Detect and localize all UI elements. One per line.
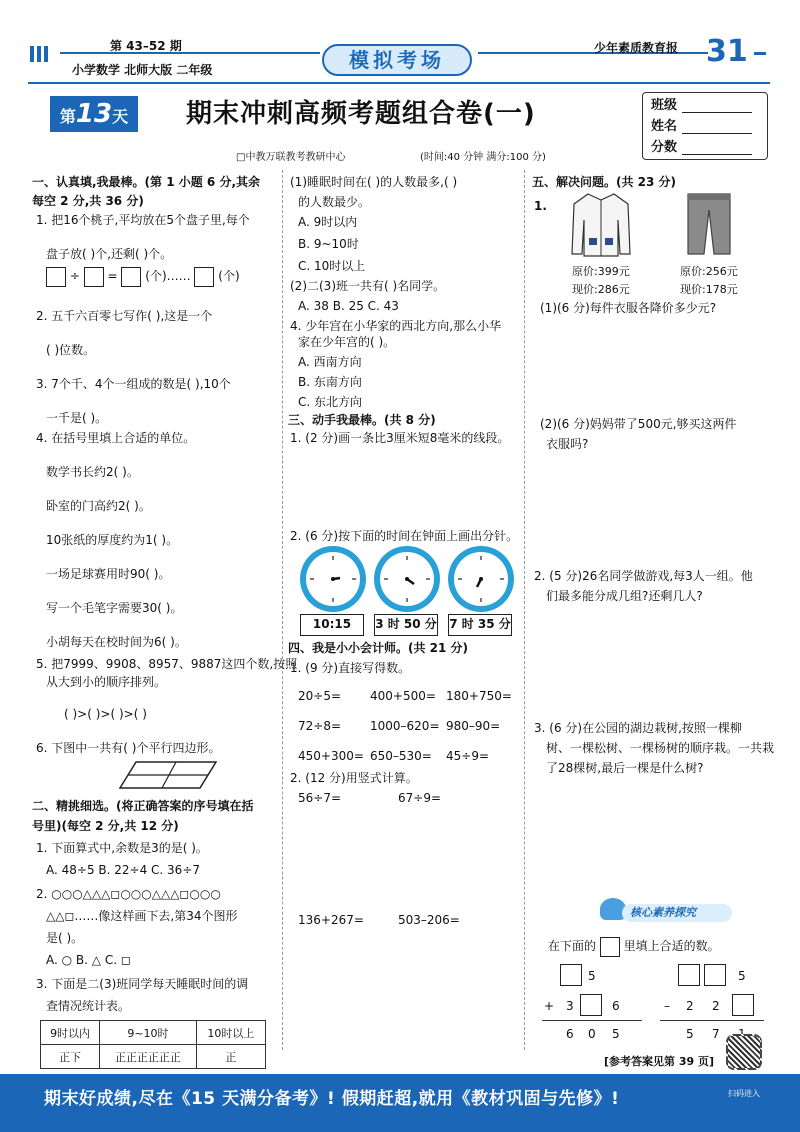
problem-3-text-3: 了28棵树,最后一棵是什么树?	[546, 761, 704, 775]
choice-2-text-3: 是( )。	[46, 931, 84, 945]
pants-original-price: 原价:256元	[680, 265, 738, 278]
problem-3-text: 3. (6 分)在公园的湖边栽树,按照一棵柳	[534, 721, 742, 735]
calc-item: 72÷8=	[298, 719, 342, 733]
core-literacy-title: 核心素养探究	[630, 906, 696, 919]
vertical-calc-item: 67÷9=	[398, 791, 442, 805]
org-label: □中教万联教考教研中心	[236, 152, 346, 163]
parallelogram-figure	[118, 760, 218, 790]
choice-3-text-2: 查情况统计表。	[46, 999, 131, 1013]
problem-2-text: 2. (5 分)26名同学做游戏,每3人一组。他	[534, 569, 753, 583]
calc-item: 650–530=	[370, 749, 432, 763]
core-question	[548, 936, 720, 957]
puzzle-digit: 6	[612, 999, 620, 1013]
clock-hands	[448, 546, 514, 612]
digit-box[interactable]	[732, 994, 754, 1016]
result-digit: 5	[612, 1027, 620, 1041]
core-question-part-1: 在下面的	[548, 939, 597, 953]
sample-box	[600, 937, 620, 957]
puzzle-digit: 2	[686, 999, 694, 1013]
q4-item-3: 10张纸的厚度约为1( )。	[46, 533, 179, 547]
q2-text-2: ( )位数。	[46, 343, 96, 357]
section-5-title: 五、解决问题。(共 23 分)	[532, 175, 677, 189]
q4-item-4: 一场足球赛用时90( )。	[46, 567, 171, 581]
table-cell: 正下	[41, 1045, 100, 1069]
unit-label: (个)	[218, 269, 240, 283]
jacket-image	[570, 190, 632, 258]
sleep-option-a: A. 9时以内	[298, 215, 358, 229]
header-underline	[28, 82, 770, 84]
student-info-box	[642, 92, 768, 160]
plus-sign: +	[544, 999, 555, 1013]
clock-face[interactable]	[448, 546, 514, 612]
digit-box[interactable]	[678, 964, 700, 986]
sleep-q1-text-2: 的人数最少。	[298, 195, 371, 209]
answer-box[interactable]	[121, 267, 141, 287]
q6-text: 6. 下图中一共有( )个平行四边形。	[36, 741, 221, 755]
q5-text-2: 从大到小的顺序排列。	[46, 675, 167, 689]
problem-1-part-2-b: 衣服吗?	[546, 437, 589, 451]
q4-item-2: 卧室的门高约2( )。	[46, 499, 151, 513]
result-digit: 5	[686, 1027, 694, 1041]
calc-item: 450+300=	[298, 749, 364, 763]
vertical-calc-item: 136+267=	[298, 913, 364, 927]
q5-text: 5. 把7999、9908、8957、9887这四个数,按照	[36, 657, 298, 671]
pants-image	[686, 192, 732, 258]
digit-box[interactable]	[560, 964, 582, 986]
pants-current-price: 现价:178元	[680, 283, 738, 296]
name-label: 姓名	[651, 119, 678, 134]
time-score: (时间:40 分钟 满分:100 分)	[420, 152, 546, 163]
q4-item-5: 写一个毛笔字需要30( )。	[46, 601, 183, 615]
choice-1-options: A. 48÷5 B. 22÷4 C. 36÷7	[46, 863, 201, 877]
direction-q-text: 4. 少年宫在小华家的西北方向,那么小华	[290, 319, 502, 333]
vertical-calc-q-text: 2. (12 分)用竖式计算。	[290, 771, 418, 785]
table-header: 10时以上	[196, 1021, 265, 1045]
page-title: 期末冲刺高频考题组合卷(一)	[186, 99, 536, 129]
puzzle-digit: 5	[588, 969, 596, 983]
q3-text: 3. 7个千、4个一组成的数是( ),10个	[36, 377, 231, 391]
vertical-calc-item: 503–206=	[398, 913, 460, 927]
calc-item: 45÷9=	[446, 749, 490, 763]
direction-option-c: C. 东北方向	[298, 395, 363, 409]
table-cell: 正正正正正正	[100, 1045, 197, 1069]
q4-text: 4. 在括号里填上合适的单位。	[36, 431, 196, 445]
sleep-q1-text: (1)睡眠时间在( )的人数最多,( )	[290, 175, 458, 189]
clock-face[interactable]	[374, 546, 440, 612]
digit-box[interactable]	[580, 994, 602, 1016]
section-1-title: 一、认真填,我最棒。(第 1 小题 6 分,其余	[32, 175, 261, 189]
jacket-current-price: 现价:286元	[572, 283, 630, 296]
draw-q1-text: 1. (2 分)画一条比3厘米短8毫米的线段。	[290, 431, 510, 445]
table-header: 9时以内	[41, 1021, 100, 1045]
qr-label: 扫码进入	[728, 1089, 760, 1098]
class-label: 班级	[651, 98, 678, 113]
calc-item: 20÷5=	[298, 689, 342, 703]
section-1-title-2: 每空 2 分,共 36 分)	[32, 194, 144, 208]
q4-item-6: 小胡每天在校时间为6( )。	[46, 635, 187, 649]
header-top-rule	[60, 52, 320, 54]
core-question-part-2: 里填上合适的数。	[623, 939, 720, 953]
issue-number: 第 43–52 期	[110, 39, 182, 53]
answer-box[interactable]	[46, 267, 66, 287]
footer-text: 期末好成绩,尽在《15 天满分备考》! 假期赶超,就用《教材巩固与先修》!	[44, 1089, 620, 1109]
q2-text: 2. 五千六百零七写作( ),这是一个	[36, 309, 213, 323]
newspaper-name: 少年素质教育报	[594, 41, 679, 55]
calc-item: 400+500=	[370, 689, 436, 703]
choice-2-text: 2. ○○○△△△◻○○○△△△◻○○○	[36, 887, 221, 901]
divide-sign: ÷	[69, 269, 80, 283]
puzzle-digit: 5	[738, 969, 746, 983]
calc-item: 980–90=	[446, 719, 501, 733]
time-label: 10:15	[300, 614, 364, 636]
direction-q-text-2: 家在少年宫的( )。	[298, 335, 396, 349]
calc-item: 1000–620=	[370, 719, 440, 733]
problem-1-part-2: (2)(6 分)妈妈带了500元,够买这两件	[540, 417, 737, 431]
answer-box[interactable]	[194, 267, 214, 287]
puzzle-digit: 2	[712, 999, 720, 1013]
answer-box[interactable]	[84, 267, 104, 287]
day-suffix: 天	[112, 107, 129, 126]
class-field[interactable]	[682, 99, 752, 113]
section-3-title: 三、动手我最棒。(共 8 分)	[288, 413, 436, 427]
header-stripes	[30, 46, 54, 62]
minus-sign: –	[664, 999, 670, 1013]
problem-1-part-1: (1)(6 分)每件衣服各降价多少元?	[540, 301, 717, 315]
sleep-option-c: C. 10时以上	[298, 259, 366, 273]
section-2-title: 二、精挑细选。(将正确答案的序号填在括	[32, 799, 254, 813]
q1-blanks: 盘子放( )个,还剩( )个。	[46, 247, 173, 261]
choice-2-text-2: △△◻……像这样画下去,第34个图形	[46, 909, 238, 923]
day-prefix: 第	[59, 107, 76, 126]
calc-item: 180+750=	[446, 689, 512, 703]
table-header: 9~10时	[100, 1021, 197, 1045]
subject-label: 小学数学 北师大版 二年级	[72, 63, 213, 77]
sleep-q2-text: (2)二(3)班一共有( )名同学。	[290, 279, 446, 293]
page-number: 31	[706, 34, 748, 69]
draw-q2-text: 2. (6 分)按下面的时间在钟面上画出分针。	[290, 529, 519, 543]
direction-option-a: A. 西南方向	[298, 355, 362, 369]
mock-exam-banner	[322, 44, 472, 76]
section-2-title-2: 号里)(每空 2 分,共 12 分)	[32, 819, 179, 833]
result-digit: 7	[712, 1027, 720, 1041]
column-divider-2	[524, 170, 525, 1050]
clock-face[interactable]	[300, 546, 366, 612]
clock-hands	[374, 546, 440, 612]
score-field[interactable]	[682, 141, 752, 155]
problem-3-text-2: 树、一棵松树、一棵杨树的顺序栽。一共栽	[546, 741, 775, 755]
q1-text: 1. 把16个桃子,平均放在5个盘子里,每个	[36, 213, 250, 227]
equals-sign: =	[107, 269, 118, 283]
time-label: 7 时 35 分	[448, 614, 512, 636]
jacket-original-price: 原价:399元	[572, 265, 630, 278]
vertical-calc-item: 56÷7=	[298, 791, 342, 805]
page-number-dash	[754, 52, 766, 55]
name-field[interactable]	[682, 120, 752, 134]
score-label: 分数	[651, 140, 678, 155]
table-cell: 正	[196, 1045, 265, 1069]
answer-reference: [参考答案见第 39 页]	[604, 1055, 715, 1068]
banner-text: 模拟考场	[349, 48, 445, 72]
day-badge	[50, 96, 138, 132]
problem-2-text-2: 们最多能分成几组?还剩几人?	[546, 589, 703, 603]
q5-order-blanks: ( )>( )>( )>( )	[64, 707, 147, 721]
q4-item-1: 数学书长约2( )。	[46, 465, 139, 479]
sleep-option-b: B. 9~10时	[298, 237, 359, 251]
problem-1-number: 1.	[534, 199, 547, 213]
section-4-title: 四、我是小小会计师。(共 21 分)	[288, 641, 469, 655]
calc-q1-text: 1. (9 分)直接写得数。	[290, 661, 411, 675]
result-digit: 6	[566, 1027, 574, 1041]
result-digit: 0	[588, 1027, 596, 1041]
addition-rule	[542, 1020, 642, 1021]
choice-3-text: 3. 下面是二(3)班同学每天睡眠时间的调	[36, 977, 249, 991]
day-number: 13	[75, 99, 113, 129]
q3-text-2: 一千是( )。	[46, 411, 108, 425]
direction-option-b: B. 东南方向	[298, 375, 362, 389]
sleep-q2-options: A. 38 B. 25 C. 43	[298, 299, 399, 313]
qr-code[interactable]	[726, 1034, 762, 1070]
sleep-survey-table	[40, 1020, 266, 1069]
clock-hands	[300, 546, 366, 612]
unit-ellipsis: (个)……	[145, 269, 191, 283]
choice-1-text: 1. 下面算式中,余数是3的是( )。	[36, 841, 208, 855]
puzzle-digit: 3	[566, 999, 574, 1013]
column-divider-1	[282, 170, 283, 1050]
choice-2-options: A. ○ B. △ C. ◻	[46, 953, 131, 967]
digit-box[interactable]	[704, 964, 726, 986]
subtraction-rule	[660, 1020, 764, 1021]
q1-equation	[46, 266, 240, 287]
time-label: 3 时 50 分	[374, 614, 438, 636]
